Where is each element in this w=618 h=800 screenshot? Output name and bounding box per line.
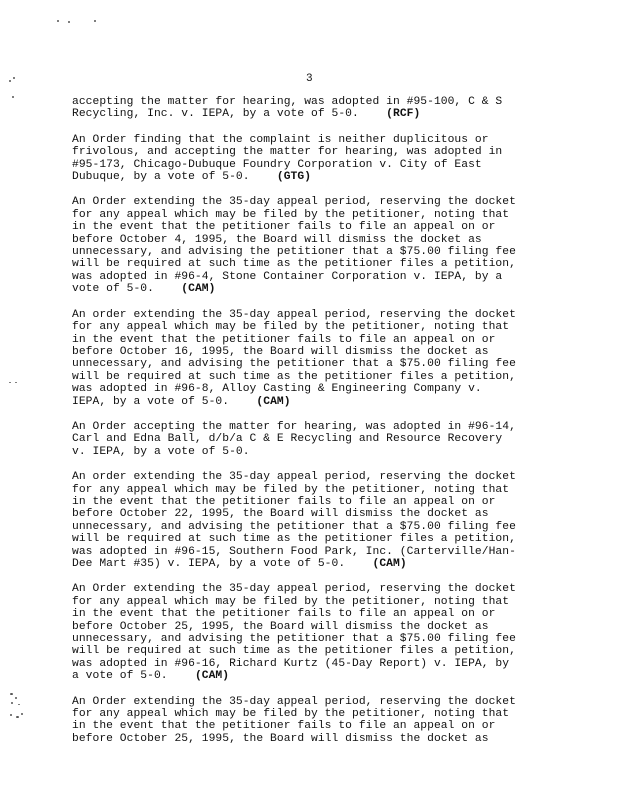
scan-speck — [11, 702, 13, 704]
para-4-line-8: IEPA, by a vote of 5-0. — [72, 395, 230, 408]
para-3-line-6: will be required at such time as the petitioner files a petition, — [72, 258, 516, 271]
scan-speck — [10, 714, 12, 716]
para-2-line-3: #95-173, Chicago-Dubuque Foundry Corporation v. City of East — [72, 158, 482, 171]
para-6-line-2: for any appeal which may be filed by the petitioner, noting that — [72, 483, 510, 496]
para-8-line-4: before October 25, 1995, the Board will dismiss the docket as — [72, 732, 489, 745]
para-7-line-7: was adopted in #96-16, Richard Kurtz (45-Day Report) v. IEPA, by — [72, 657, 510, 670]
para-5-line-1: An Order accepting the matter for hearing, was adopted in #96-14, — [72, 420, 516, 433]
para-4-initials: (CAM) — [256, 395, 291, 408]
para-8-line-2: for any appeal which may be filed by the petitioner, noting that — [72, 708, 510, 721]
scan-speck — [94, 20, 96, 22]
para-3-initials: (CAM) — [181, 283, 216, 296]
para-7-line-5: unnecessary, and advising the petitioner that a $75.00 filing fee — [72, 633, 516, 646]
para-2-line-2: frivolous, and accepting the matter for hearing, was adopted in — [72, 146, 503, 159]
para-4-line-7: was adopted in #96-8, Alloy Casting & Engineering Company v. — [72, 383, 482, 396]
para-3-line-1: An Order extending the 35-day appeal period, reserving the docket — [72, 196, 516, 209]
scan-speck — [12, 96, 14, 98]
scan-speck — [18, 704, 20, 705]
para-3-line-4: before October 4, 1995, the Board will dismiss the docket as — [72, 233, 482, 246]
para-6-line-1: An order extending the 35-day appeal period, reserving the docket — [72, 471, 516, 484]
page-number: 3 — [306, 73, 313, 85]
para-8-line-1: An Order extending the 35-day appeal period, reserving the docket — [72, 695, 516, 708]
para-6-line-6: will be required at such time as the petitioner files a petition, — [72, 533, 516, 546]
para-4-line-2: for any appeal which may be filed by the petitioner, noting that — [72, 321, 510, 334]
paragraph-5 — [72, 421, 572, 458]
para-4-line-1: An order extending the 35-day appeal period, reserving the docket — [72, 308, 516, 321]
scan-speck — [9, 80, 11, 82]
para-3-line-2: for any appeal which may be filed by the petitioner, noting that — [72, 208, 510, 221]
para-3-line-7: was adopted in #96-4, Stone Container Corporation v. IEPA, by a — [72, 270, 503, 283]
para-1-line-2: Recycling, Inc. v. IEPA, by a vote of 5-0. — [72, 108, 359, 121]
para-7-line-4: before October 25, 1995, the Board will dismiss the docket as — [72, 620, 489, 633]
scan-speck — [15, 697, 17, 699]
para-7-line-1: An Order extending the 35-day appeal period, reserving the docket — [72, 583, 516, 596]
para-7-line-2: for any appeal which may be filed by the petitioner, noting that — [72, 595, 510, 608]
para-7-initials: (CAM) — [194, 670, 230, 683]
para-6-line-7: was adopted in #96-15, Southern Food Park, Inc. (Carterville/Han- — [72, 545, 516, 558]
para-6-line-3: in the event that the petitioner fails to file an appeal on or — [72, 495, 496, 508]
para-3-line-5: unnecessary, and advising the petitioner that a $75.00 filing fee — [72, 246, 516, 259]
scan-speck — [16, 716, 19, 718]
scan-speck — [15, 382, 17, 383]
paragraph-1 — [72, 96, 572, 121]
para-2-initials: (GTG) — [276, 171, 312, 184]
para-5-line-2: Carl and Edna Ball, d/b/a C & E Recycling and Resource Recovery — [72, 433, 503, 446]
scan-speck — [13, 77, 15, 79]
paragraph-2 — [72, 134, 572, 184]
para-4-line-3: in the event that the petitioner fails to file an appeal on or — [72, 333, 496, 346]
para-1-initials: (RCF) — [386, 108, 421, 121]
paragraph-6 — [72, 471, 572, 570]
para-1-line-1: accepting the matter for hearing, was adopted in #95-100, C & S — [72, 96, 503, 108]
scan-speck — [57, 20, 59, 22]
para-4-line-5: unnecessary, and advising the petitioner that a $75.00 filing fee — [72, 358, 516, 371]
para-7-line-3: in the event that the petitioner fails to file an appeal on or — [72, 608, 496, 621]
scan-speck — [21, 713, 23, 715]
para-7-line-6: will be required at such time as the petitioner files a petition, — [72, 645, 516, 658]
scan-speck — [9, 382, 11, 383]
paragraph-3 — [72, 196, 572, 295]
scan-speck — [68, 21, 70, 23]
para-2-line-1: An Order finding that the complaint is neither duplicitous or — [72, 133, 489, 146]
para-3-line-3: in the event that the petitioner fails to file an appeal on or — [72, 221, 496, 234]
para-6-line-8: Dee Mart #35) v. IEPA, by a vote of 5-0. — [72, 558, 346, 570]
paragraph-4 — [72, 309, 572, 408]
para-3-line-8: vote of 5-0. — [72, 283, 154, 296]
para-6-line-5: unnecessary, and advising the petitioner that a $75.00 filing fee — [72, 520, 516, 533]
para-6-line-4: before October 22, 1995, the Board will dismiss the docket as — [72, 508, 489, 521]
paragraph-8 — [72, 696, 572, 746]
para-4-line-6: will be required at such time as the petitioner files a petition, — [72, 370, 516, 383]
para-7-line-8: a vote of 5-0. — [72, 670, 168, 683]
para-2-line-4: Dubuque, by a vote of 5-0. — [72, 171, 250, 184]
document-body — [72, 96, 572, 758]
para-5-line-3: v. IEPA, by a vote of 5-0. — [72, 445, 250, 458]
paragraph-7 — [72, 583, 572, 682]
para-6-initials: (CAM) — [372, 558, 407, 570]
scan-speck — [10, 693, 13, 695]
para-8-line-3: in the event that the petitioner fails to file an appeal on or — [72, 720, 496, 733]
para-4-line-4: before October 16, 1995, the Board will dismiss the docket as — [72, 345, 489, 358]
